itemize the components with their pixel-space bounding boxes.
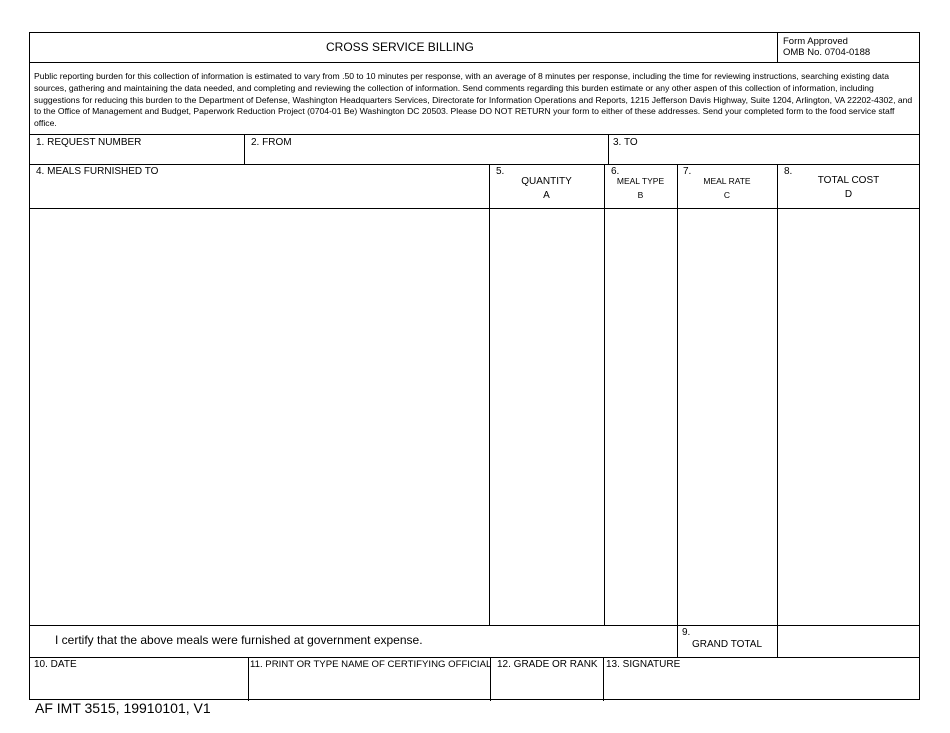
quantity-column-letter: A: [543, 190, 550, 201]
certifying-official-label: 11. PRINT OR TYPE NAME OF CERTIFYING OFFICIAL: [250, 659, 492, 670]
total-cost-column-letter: D: [844, 189, 853, 200]
meal-type-header: MEAL TYPE: [616, 176, 665, 186]
column-divider-total-cost: [777, 164, 778, 657]
grade-or-rank-field[interactable]: [494, 675, 600, 695]
grand-total-number: 9.: [682, 627, 691, 638]
total-cost-header: TOTAL COST: [817, 175, 880, 186]
form-title: CROSS SERVICE BILLING: [326, 40, 474, 54]
row1-rule: [30, 164, 919, 165]
total-cost-field[interactable]: [781, 213, 915, 621]
column-divider-meal-type: [604, 164, 605, 625]
bottom-divider-c: [603, 657, 604, 701]
quantity-number: 5.: [496, 166, 505, 177]
title-divider: [777, 33, 778, 62]
quantity-header: QUANTITY: [521, 176, 572, 187]
certifying-official-field[interactable]: [252, 675, 486, 695]
header-rule: [30, 208, 919, 209]
signature-field[interactable]: [607, 675, 915, 695]
meals-furnished-to-label: 4. MEALS FURNISHED TO: [36, 166, 159, 177]
column-divider-quantity: [489, 164, 490, 625]
grand-total-label: GRAND TOTAL: [691, 639, 762, 650]
bottom-divider-b: [490, 657, 491, 701]
meal-type-number: 6.: [611, 166, 620, 177]
quantity-field[interactable]: [493, 213, 600, 621]
column-divider-meal-rate: [677, 164, 678, 657]
meal-rate-header: MEAL RATE: [703, 176, 751, 186]
to-field[interactable]: [612, 149, 914, 162]
meal-type-column-letter: B: [637, 190, 644, 200]
date-field[interactable]: [34, 675, 244, 695]
form-footer-id: AF IMT 3515, 19910101, V1: [35, 700, 211, 716]
omb-number: OMB No. 0704-0188: [783, 47, 871, 58]
from-field[interactable]: [249, 149, 604, 162]
grade-or-rank-label: 12. GRADE OR RANK: [497, 659, 598, 670]
total-cost-number: 8.: [784, 166, 793, 177]
title-rule: [30, 62, 919, 63]
certification-rule: [30, 657, 919, 658]
form-approved-label: Form Approved: [783, 36, 848, 47]
request-number-field[interactable]: [34, 149, 240, 162]
row1-divider-a: [244, 134, 245, 164]
privacy-burden-notice: Public reporting burden for this collection of information is estimated to vary from .50 to 10 minutes per response, with an average of 8 minutes per response, including the time for reviewing instructions, searching existing data sources, gathering and maintaining the data needed, and completing and reviewing the collection of information. Send comments regarding this burden estimate or any other aspen of this collection of information, including suggestions for reducing this burden to the Department of Defense, Washington Headquarters Services, Directorate for Information Operations and Reports, 1215 Jefferson Davis Highway, Suite 1204, Arlington, VA 22202-4302, and to the Office of Management and Budget, Paperwork Reduction Project (0704-01 Be) Washington DC 20503. Please DO NOT RETURN your form to either of these addresses. Send your completed form to the food service staff office.: [34, 71, 913, 129]
row1-divider-b: [608, 134, 609, 164]
meal-rate-field[interactable]: [681, 213, 773, 621]
meal-rate-column-letter: C: [723, 190, 731, 200]
notice-rule: [30, 134, 919, 135]
grand-total-field[interactable]: [781, 631, 915, 651]
cross-service-billing-form: [29, 32, 920, 700]
request-number-label: 1. REQUEST NUMBER: [36, 137, 142, 148]
signature-label: 13. SIGNATURE: [606, 659, 681, 670]
bottom-divider-a: [248, 657, 249, 701]
from-label: 2. FROM: [251, 137, 292, 148]
date-label: 10. DATE: [34, 659, 77, 670]
body-rule: [30, 625, 919, 626]
meals-furnished-to-field[interactable]: [34, 213, 484, 621]
meal-type-field[interactable]: [608, 213, 673, 621]
certification-statement: I certify that the above meals were furnished at government expense.: [55, 633, 423, 647]
to-label: 3. TO: [613, 137, 638, 148]
meal-rate-number: 7.: [683, 166, 692, 177]
